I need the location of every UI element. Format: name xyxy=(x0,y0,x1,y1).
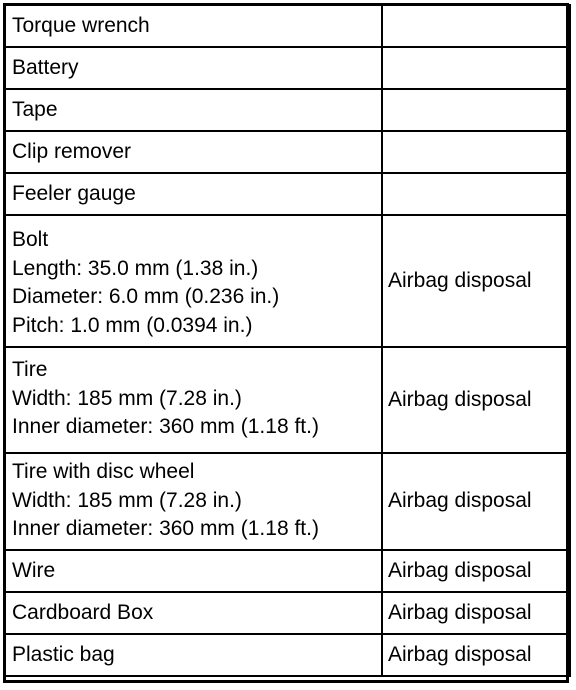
table-row xyxy=(5,215,570,347)
item-spec: Width: 185 mm (7.28 in.) xyxy=(12,488,242,512)
item-cell xyxy=(5,131,382,173)
item-cell xyxy=(5,592,382,634)
table-row xyxy=(5,453,570,550)
item-spec: Inner diameter: 360 mm (1.18 ft.) xyxy=(12,517,319,540)
table-row xyxy=(5,89,570,131)
item-cell xyxy=(5,5,382,47)
item-name: Bolt xyxy=(12,228,49,251)
tools-table xyxy=(4,4,571,677)
use-cell xyxy=(382,47,570,89)
item-spec: Pitch: 1.0 mm (0.0394 in.) xyxy=(12,313,253,337)
item-name: Battery xyxy=(12,55,79,79)
use-cell: Airbag disposal xyxy=(382,634,570,676)
item-cell xyxy=(5,347,382,453)
use-cell xyxy=(382,89,570,131)
item-name: Tire with disc wheel xyxy=(12,460,195,483)
item-cell xyxy=(5,47,382,89)
item-name: Torque wrench xyxy=(12,13,150,37)
item-name: Plastic bag xyxy=(12,642,115,666)
item-cell xyxy=(5,634,382,676)
item-name: Tape xyxy=(12,97,58,121)
item-cell xyxy=(5,215,382,347)
use-cell xyxy=(382,5,570,47)
item-cell xyxy=(5,453,382,550)
table-row xyxy=(5,5,570,47)
use-cell: Airbag disposal xyxy=(382,347,570,453)
item-cell xyxy=(5,89,382,131)
item-spec: Length: 35.0 mm (1.38 in.) xyxy=(12,256,259,280)
table-row xyxy=(5,131,570,173)
item-name: Feeler gauge xyxy=(12,181,136,205)
item-cell xyxy=(5,173,382,215)
use-cell: Airbag disposal xyxy=(382,453,570,550)
use-cell: Airbag disposal xyxy=(382,215,570,347)
table-row xyxy=(5,347,570,453)
table-row xyxy=(5,47,570,89)
table-row xyxy=(5,592,570,634)
item-name: Tire xyxy=(12,358,48,381)
use-cell xyxy=(382,131,570,173)
item-name: Wire xyxy=(12,558,56,582)
table-row xyxy=(5,634,570,676)
use-cell: Airbag disposal xyxy=(382,592,570,634)
item-cell xyxy=(5,550,382,592)
item-name: Cardboard Box xyxy=(12,600,154,624)
item-spec: Inner diameter: 360 mm (1.18 ft.) xyxy=(12,415,319,438)
item-spec: Width: 185 mm (7.28 in.) xyxy=(12,386,242,410)
use-cell: Airbag disposal xyxy=(382,550,570,592)
item-name: Clip remover xyxy=(12,139,132,163)
item-spec: Diameter: 6.0 mm (0.236 in.) xyxy=(12,285,280,308)
table-row xyxy=(5,173,570,215)
use-cell xyxy=(382,173,570,215)
table-row xyxy=(5,550,570,592)
